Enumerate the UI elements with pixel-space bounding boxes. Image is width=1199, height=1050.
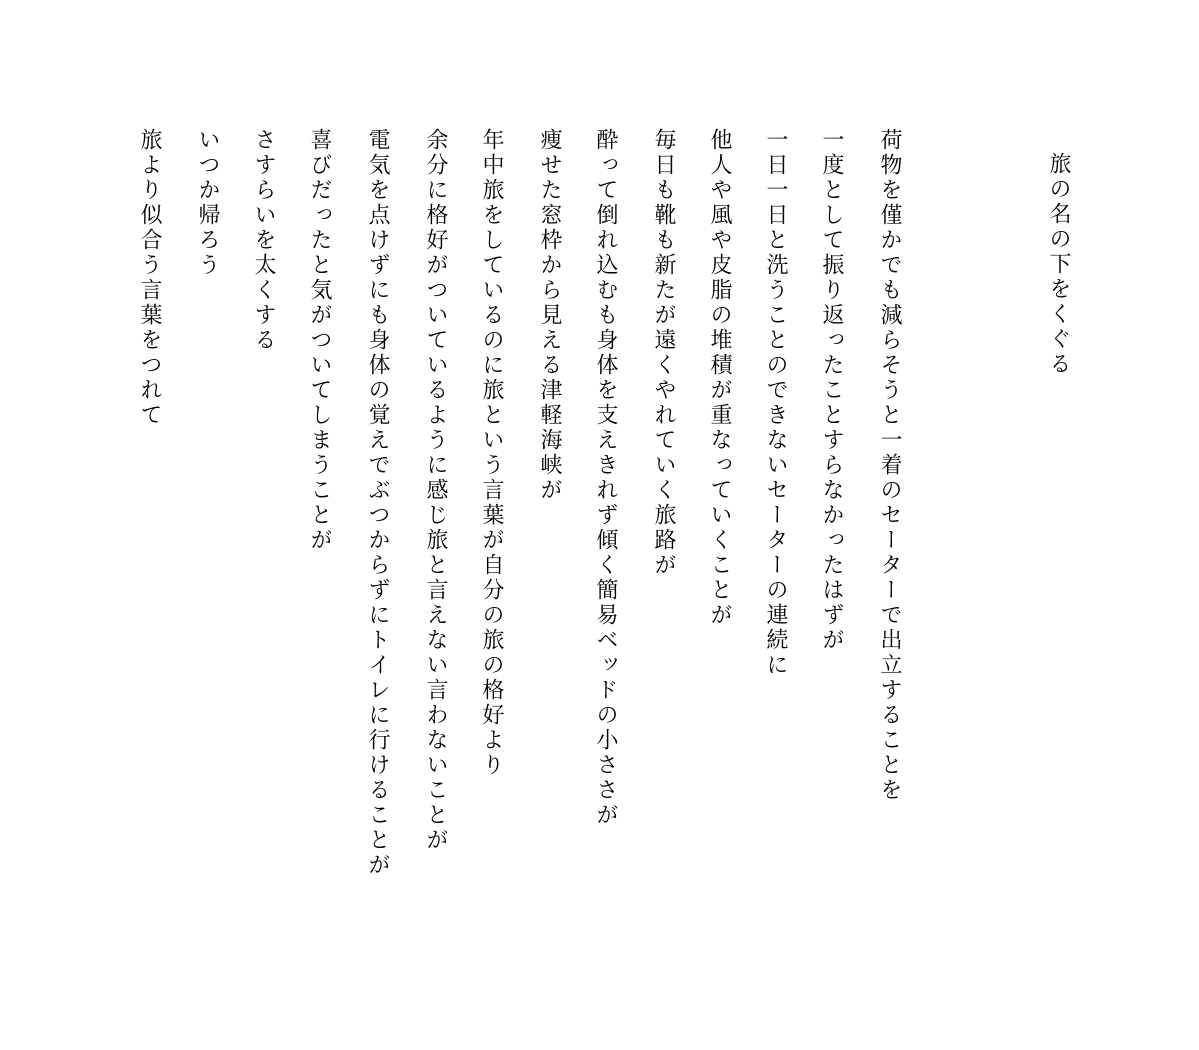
- poem-line-7: 痩せた窓枠から見える津軽海峡が: [537, 128, 562, 503]
- poem-line-8: 年中旅をしているのに旅という言葉が自分の旅の格好より: [479, 128, 504, 778]
- poem-line-6: 酔って倒れ込むも身体を支えきれず傾く簡易ベッドの小ささが: [593, 128, 618, 828]
- poem-title: 旅の名の下をくぐる: [1046, 152, 1071, 377]
- poem-line-10: 電気を点けずにも身体の覚えでぶつからずにトイレに行けることが: [365, 128, 390, 878]
- poem-line-5: 毎日も靴も新たが遠くやれていく旅路が: [651, 128, 676, 578]
- poem-line-4: 他人や風や皮脂の堆積が重なっていくことが: [707, 128, 732, 628]
- poem-line-1: 荷物を僅かでも減らそうと一着のセーターで出立することを: [877, 128, 902, 803]
- poem-line-14: 旅より似合う言葉をつれて: [137, 128, 162, 428]
- poem-line-11: 喜びだったと気がついてしまうことが: [307, 128, 332, 553]
- poem-line-2: 一度として振り返ったことすらなかったはずが: [819, 128, 844, 653]
- poem-line-12: さすらいを太くする: [251, 128, 276, 353]
- poem-line-3: 一日一日と洗うことのできないセーターの連続に: [763, 128, 788, 678]
- poem-line-9: 余分に格好がついているように感じ旅と言えない言わないことが: [423, 128, 448, 853]
- poem-line-13: いつか帰ろう: [195, 128, 220, 278]
